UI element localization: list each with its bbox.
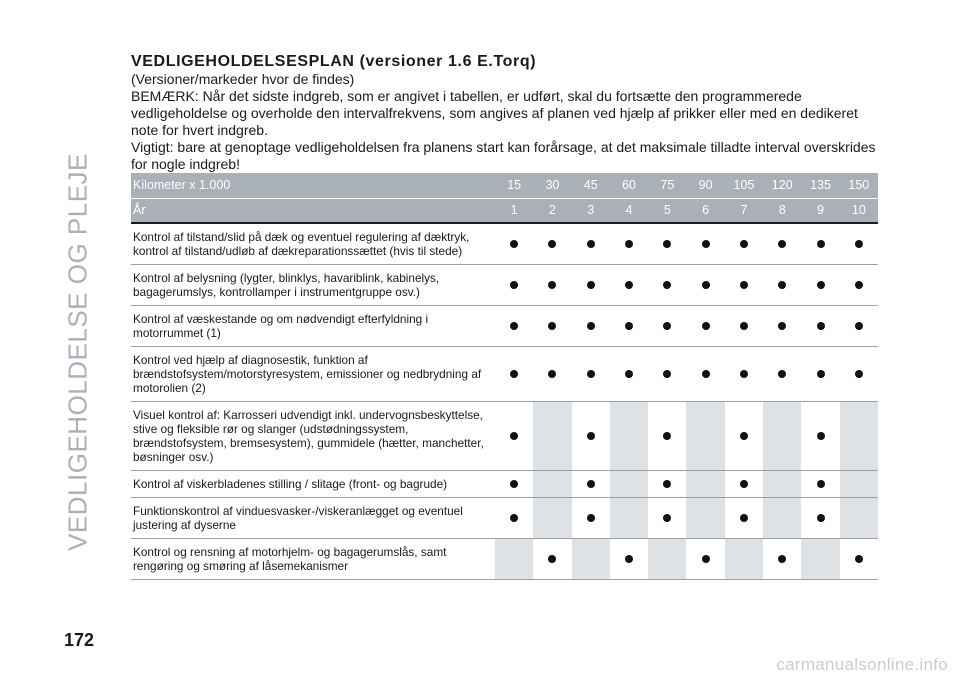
bullet-dot-icon [587,432,595,440]
interval-cell-checked [840,223,878,265]
km-header-label: Kilometer x 1.000 [131,173,495,198]
page-number: 172 [64,630,95,650]
year-header-label: År [131,198,495,223]
note-paragraph: BEMÆRK: Når det sidste indgreb, som er angivet i tabellen, er udført, skal du fortsætte den programmerede vedligeholdelse og overholde den intervalfrekvens, som angives af planen ved hjælp af prikker eller med en dedikeret note for hvert indgreb. [131,88,858,138]
interval-cell-checked [533,306,571,347]
bullet-dot-icon [817,240,825,248]
interval-cell-checked [763,223,801,265]
bullet-dot-icon [702,370,710,378]
bullet-dot-icon [510,370,518,378]
interval-cell-checked [801,498,839,539]
interval-cell-empty [763,402,801,471]
year-header-cell: 8 [763,198,801,223]
interval-cell-checked [686,223,724,265]
year-header-cell: 3 [572,198,610,223]
interval-cell-checked [763,539,801,580]
interval-cell-checked [725,402,763,471]
interval-cell-checked [495,265,533,306]
km-header-cell: 135 [801,173,839,198]
table-row [131,539,878,580]
year-header-cell: 10 [840,198,878,223]
bullet-dot-icon [702,555,710,563]
bullet-dot-icon [740,432,748,440]
interval-cell-empty [840,471,878,498]
interval-cell-empty [610,498,648,539]
interval-cell-empty [840,498,878,539]
interval-cell-checked [686,306,724,347]
task-description: Kontrol ved hjælp af diagnosestik, funktion af brændstofsystem/motorstyresystem, emissioner og nedbrydning af motorolien (2) [131,347,495,402]
bullet-dot-icon [663,240,671,248]
year-header-cell: 1 [495,198,533,223]
bullet-dot-icon [548,555,556,563]
bullet-dot-icon [663,480,671,488]
bullet-dot-icon [587,480,595,488]
bullet-dot-icon [587,240,595,248]
interval-cell-checked [610,223,648,265]
bullet-dot-icon [625,240,633,248]
interval-cell-empty [533,471,571,498]
interval-cell-checked [725,265,763,306]
watermark: carmanualsonline.info [776,655,948,674]
bullet-dot-icon [625,322,633,330]
interval-cell-checked [725,223,763,265]
interval-cell-checked [725,306,763,347]
bullet-dot-icon [510,514,518,522]
bullet-dot-icon [587,281,595,289]
bullet-dot-icon [740,370,748,378]
task-description: Kontrol og rensning af motorhjelm- og bagagerumslås, samt rengøring og smøring af låsemekanismer [131,539,495,580]
bullet-dot-icon [548,281,556,289]
bullet-dot-icon [817,322,825,330]
table-row [131,498,878,539]
interval-cell-empty [763,498,801,539]
bullet-dot-icon [510,480,518,488]
interval-cell-empty [610,402,648,471]
interval-cell-checked [763,265,801,306]
interval-cell-checked [840,539,878,580]
km-header-cell: 150 [840,173,878,198]
interval-cell-checked [648,306,686,347]
table-row [131,223,878,265]
km-header-cell: 75 [648,173,686,198]
bullet-dot-icon [778,555,786,563]
bullet-dot-icon [625,370,633,378]
bullet-dot-icon [855,370,863,378]
interval-cell-empty [686,471,724,498]
interval-cell-checked [648,498,686,539]
bullet-dot-icon [778,281,786,289]
interval-cell-empty [686,498,724,539]
interval-cell-checked [763,347,801,402]
interval-cell-checked [840,306,878,347]
bullet-dot-icon [587,514,595,522]
interval-cell-empty [533,498,571,539]
interval-cell-checked [686,265,724,306]
interval-cell-checked [686,347,724,402]
interval-cell-checked [648,402,686,471]
interval-cell-checked [533,347,571,402]
interval-cell-checked [801,347,839,402]
interval-cell-checked [610,539,648,580]
interval-cell-checked [725,498,763,539]
interval-cell-checked [495,347,533,402]
interval-cell-empty [495,539,533,580]
bullet-dot-icon [587,370,595,378]
interval-cell-checked [610,347,648,402]
interval-cell-checked [495,498,533,539]
bullet-dot-icon [855,555,863,563]
interval-cell-checked [572,471,610,498]
year-header-cell: 4 [610,198,648,223]
interval-cell-empty [648,539,686,580]
km-header-row [131,173,878,198]
year-header-row [131,198,878,223]
section-subtitle: (Versioner/markeder hvor de findes) [131,71,355,87]
bullet-dot-icon [778,240,786,248]
table-row [131,347,878,402]
table-body [131,223,878,580]
table-row [131,306,878,347]
interval-cell-empty [763,471,801,498]
km-header-cell: 60 [610,173,648,198]
interval-cell-checked [648,223,686,265]
interval-cell-checked [533,265,571,306]
interval-cell-checked [572,265,610,306]
section-heading: VEDLIGEHOLDELSESPLAN (versioner 1.6 E.Torq) [131,53,537,70]
bullet-dot-icon [702,322,710,330]
interval-cell-checked [725,347,763,402]
interval-cell-checked [801,265,839,306]
table-row [131,471,878,498]
interval-cell-checked [495,471,533,498]
bullet-dot-icon [778,370,786,378]
bullet-dot-icon [817,432,825,440]
interval-cell-checked [495,223,533,265]
bullet-dot-icon [855,240,863,248]
interval-cell-empty [610,471,648,498]
interval-cell-checked [648,265,686,306]
interval-cell-checked [572,402,610,471]
interval-cell-checked [840,347,878,402]
interval-cell-empty [801,539,839,580]
bullet-dot-icon [855,322,863,330]
table-row [131,265,878,306]
chapter-side-title: VEDLIGEHOLDELSE OG PLEJE [62,153,93,551]
task-description: Kontrol af væskestande og om nødvendigt efterfyldning i motorrummet (1) [131,306,495,347]
warning-paragraph: Vigtigt: bare at genoptage vedligeholdelsen fra planens start kan forårsage, at det maksimale tilladte interval overskrides for nogle indgreb! [131,139,876,172]
km-header-cell: 105 [725,173,763,198]
bullet-dot-icon [817,514,825,522]
bullet-dot-icon [510,432,518,440]
interval-cell-checked [686,539,724,580]
bullet-dot-icon [740,281,748,289]
bullet-dot-icon [817,281,825,289]
bullet-dot-icon [817,480,825,488]
interval-cell-checked [648,347,686,402]
km-header-cell: 120 [763,173,801,198]
interval-cell-checked [610,265,648,306]
interval-cell-checked [725,471,763,498]
maintenance-table [131,173,878,580]
bullet-dot-icon [548,240,556,248]
interval-cell-checked [495,402,533,471]
interval-cell-checked [840,265,878,306]
bullet-dot-icon [740,322,748,330]
year-header-cell: 2 [533,198,571,223]
interval-cell-checked [648,471,686,498]
bullet-dot-icon [817,370,825,378]
interval-cell-empty [572,539,610,580]
interval-cell-checked [533,223,571,265]
interval-cell-checked [801,306,839,347]
interval-cell-checked [572,223,610,265]
page-content [131,52,881,173]
task-description: Kontrol af viskerbladenes stilling / slitage (front- og bagrude) [131,471,495,498]
interval-cell-checked [572,498,610,539]
bullet-dot-icon [663,514,671,522]
bullet-dot-icon [663,370,671,378]
km-header-cell: 45 [572,173,610,198]
interval-cell-checked [763,306,801,347]
task-description: Kontrol af tilstand/slid på dæk og eventuel regulering af dæktryk, kontrol af tilstand/udløb af dækreparationssættet (hvis til stede) [131,223,495,265]
interval-cell-checked [801,471,839,498]
bullet-dot-icon [663,322,671,330]
bullet-dot-icon [625,555,633,563]
bullet-dot-icon [510,240,518,248]
interval-cell-checked [533,539,571,580]
bullet-dot-icon [702,240,710,248]
interval-cell-empty [840,402,878,471]
year-header-cell: 9 [801,198,839,223]
bullet-dot-icon [548,370,556,378]
bullet-dot-icon [663,281,671,289]
year-header-cell: 6 [686,198,724,223]
bullet-dot-icon [510,322,518,330]
bullet-dot-icon [855,281,863,289]
bullet-dot-icon [778,322,786,330]
bullet-dot-icon [740,514,748,522]
bullet-dot-icon [663,432,671,440]
interval-cell-empty [725,539,763,580]
bullet-dot-icon [587,322,595,330]
bullet-dot-icon [740,480,748,488]
interval-cell-checked [572,347,610,402]
task-description: Funktionskontrol af vinduesvasker-/viskeranlægget og eventuel justering af dyserne [131,498,495,539]
year-header-cell: 7 [725,198,763,223]
interval-cell-checked [495,306,533,347]
bullet-dot-icon [740,240,748,248]
interval-cell-checked [610,306,648,347]
km-header-cell: 90 [686,173,724,198]
interval-cell-checked [801,402,839,471]
interval-cell-empty [686,402,724,471]
table-row [131,402,878,471]
bullet-dot-icon [548,322,556,330]
interval-cell-empty [533,402,571,471]
year-header-cell: 5 [648,198,686,223]
task-description: Visuel kontrol af: Karrosseri udvendigt inkl. undervognsbeskyttelse, stive og fleksible rør og slanger (udstødningssystem, brændstofsystem, bremsesystem), gummidele (hætter, manchetter, bøsninger osv.) [131,402,495,471]
km-header-cell: 30 [533,173,571,198]
bullet-dot-icon [702,281,710,289]
interval-cell-checked [572,306,610,347]
interval-cell-checked [801,223,839,265]
bullet-dot-icon [510,281,518,289]
bullet-dot-icon [625,281,633,289]
task-description: Kontrol af belysning (lygter, blinklys, havariblink, kabinelys, bagagerumslys, kontrollamper i instrumentgruppe osv.) [131,265,495,306]
km-header-cell: 15 [495,173,533,198]
